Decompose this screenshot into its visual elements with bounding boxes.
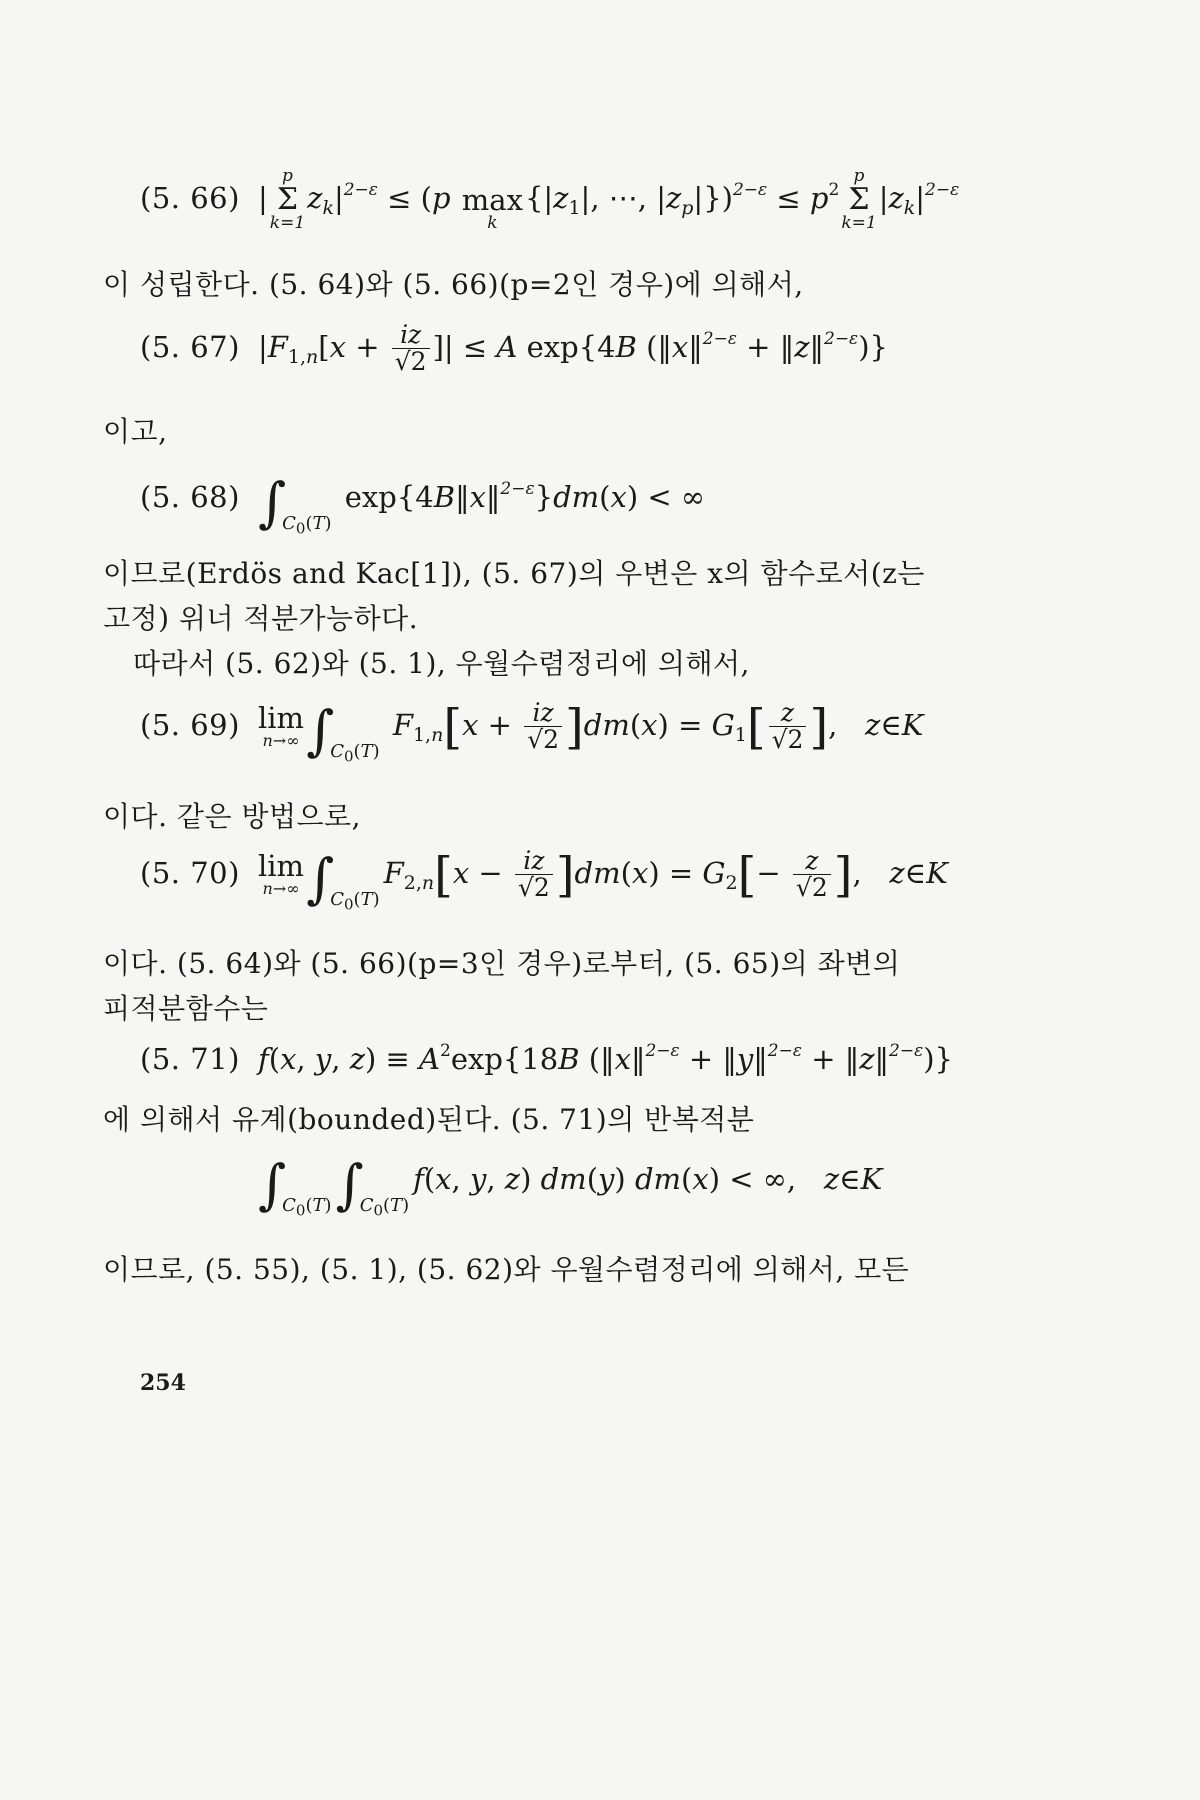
page-number: 254 bbox=[140, 1370, 186, 1396]
text-line: 이므로, (5. 55), (5. 1), (5. 62)와 우월수렴정리에 의해서, 모든 bbox=[103, 1253, 910, 1286]
equation-label: (5. 70) bbox=[140, 855, 240, 890]
equation-5-70: (5. 70) lim n→∞ $\int_{C_0(T)}F_{2,n}[x$ − $\frac{iz}{√2}$ ]$dm(x) = G_2[-$ $\frac{z}{√2}$ ], z∈K bbox=[140, 846, 948, 914]
equation-label: (5. 67) bbox=[140, 329, 240, 364]
text-line: 이 성립한다. (5. 64)와 (5. 66)(p=2인 경우)에 의해서, bbox=[103, 268, 804, 301]
equation-label: (5. 71) bbox=[140, 1042, 240, 1076]
text-line: 에 의해서 유계(bounded)된다. (5. 71)의 반복적분 bbox=[103, 1103, 755, 1136]
equation-iterated-integral: $\int_{C_0(T)}\int_{C_0(T)}f(x$, y, z) dm(y) dm(x) < ∞, z∈K bbox=[258, 1153, 883, 1220]
equation-label: (5. 66) bbox=[140, 181, 240, 215]
text-line: 따라서 (5. 62)와 (5. 1), 우월수렴정리에 의해서, bbox=[133, 647, 750, 680]
equation-label: (5. 68) bbox=[140, 480, 240, 514]
equation-5-69: (5. 69) lim n→∞ $\int_{C_0(T)}$ $F_{1,n}[x$ + $\frac{iz}{√2}$ ]$dm(x) = G_1$[ $\frac{z}{√2}$ ], z∈K bbox=[140, 698, 924, 766]
text-line: 이므로(Erdös and Kac[1]), (5. 67)의 우변은 x의 함수로서(z는 bbox=[103, 557, 925, 590]
equation-label: (5. 69) bbox=[140, 707, 240, 742]
equation-5-71: (5. 71) f(x, y, $z) \equiv A^2\exp\{18B$ (‖x‖$^{2-\varepsilon}$ + ‖y‖$^{2-\varepsilon}$ + ‖z‖$^{2-\varepsilon}$)} bbox=[140, 1040, 953, 1079]
equation-5-67: (5. 67) $|F_{1,n}[x$ + $\frac{iz}{√2}$ ]| ≤ A exp{4B (‖x‖$^{2-\varepsilon}$ + ‖z‖$^{2-\varepsilon}$)} bbox=[140, 320, 888, 377]
text-line: 이다. 같은 방법으로, bbox=[103, 800, 361, 833]
text-line: 이다. (5. 64)와 (5. 66)(p=3인 경우)로부터, (5. 65)의 좌변의 bbox=[103, 947, 901, 980]
text-line: 피적분함수는 bbox=[103, 992, 269, 1025]
text-line: 고정) 위너 적분가능하다. bbox=[103, 602, 419, 635]
equation-5-68: (5. 68) $\int_{C_0(T)}$ exp{4B‖x‖$^{2-\varepsilon}$}dm(x) < ∞ bbox=[140, 471, 706, 538]
equation-5-66: (5. 66) | p Σ k=1 $z_k|^{2-\varepsilon} \le (p$ max k {$|z_1|$, ⋯, $|z_p|\})^{2-\varepsilon} \le p^2$ p Σ k=1 $|z_k|^{2-\varepsilon}$ bbox=[140, 166, 960, 233]
text-line: 이고, bbox=[103, 415, 168, 448]
